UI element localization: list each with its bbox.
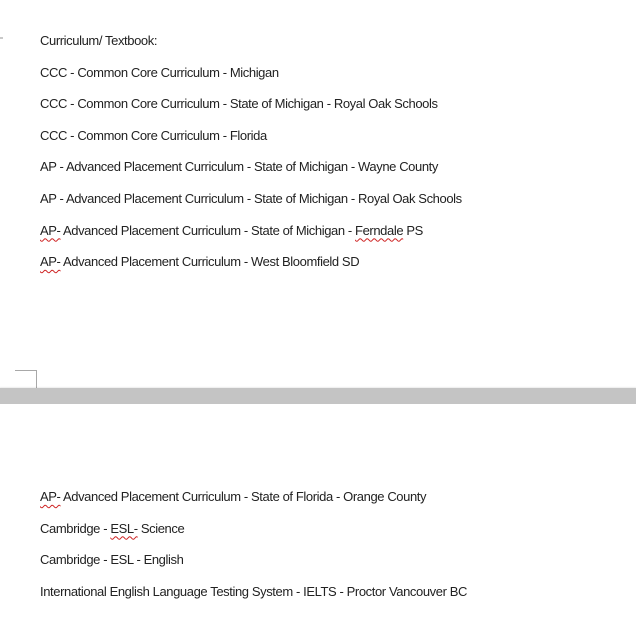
text-run: Science — [137, 520, 185, 536]
paragraph-cambridge-esl-english[interactable] — [40, 553, 636, 567]
page-break-gap — [0, 388, 636, 404]
paragraph-ap-wayne-county[interactable] — [40, 160, 636, 174]
text-run: Curriculum/ Textbook: — [40, 33, 158, 48]
text-run: CCC - Common Core Curriculum - State of Michigan - Royal Oak Schools — [40, 96, 438, 112]
text-run: AP - Advanced Placement Curriculum - State of Michigan - Royal Oak Schools — [40, 190, 462, 206]
page-1-text-area[interactable] — [0, 0, 636, 269]
text-run: Advanced Placement Curriculum - State of Florida - Orange County — [60, 489, 427, 504]
text-boundary-mark-page1-bottom — [15, 370, 37, 389]
paragraph-ccc-florida[interactable] — [40, 129, 636, 143]
paragraph-curriculum-textbook-heading[interactable] — [40, 34, 636, 48]
misspelled-run: AP- — [40, 489, 61, 504]
paragraph-ap-ferndale[interactable] — [40, 224, 636, 238]
paragraph-cambridge-esl-science[interactable] — [40, 522, 636, 536]
text-run: AP - Advanced Placement Curriculum - State of Michigan - Wayne County — [40, 159, 438, 175]
text-run: CCC - Common Core Curriculum - Michigan — [40, 64, 279, 80]
misspelled-run: ESL- — [110, 520, 138, 536]
text-run: Advanced Placement Curriculum - State of Michigan - — [60, 222, 356, 238]
text-run: Advanced Placement Curriculum - West Bloomfield SD — [60, 254, 360, 270]
text-run: International English Language Testing System - IELTS - Proctor Vancouver BC — [40, 583, 468, 599]
paragraph-ccc-michigan[interactable] — [40, 66, 636, 80]
text-run: Cambridge - — [40, 520, 111, 536]
text-run: CCC - Common Core Curriculum - Florida — [40, 127, 267, 143]
paragraph-ccc-royal-oak[interactable] — [40, 97, 636, 111]
misspelled-run: AP- — [40, 254, 61, 270]
text-run: Cambridge - ESL - English — [40, 552, 184, 568]
text-run: PS — [403, 222, 423, 238]
misspelled-run: Ferndale — [355, 222, 404, 238]
page-2-text-area[interactable] — [0, 404, 636, 599]
paragraph-ap-royal-oak[interactable] — [40, 192, 636, 206]
paragraph-ap-orange-county[interactable] — [40, 490, 636, 504]
paragraph-ap-west-bloomfield[interactable] — [40, 255, 636, 269]
page-2 — [0, 404, 636, 628]
left-edge-boundary-fragment — [0, 37, 3, 39]
paragraph-ielts-vancouver[interactable] — [40, 585, 636, 599]
misspelled-run: AP- — [40, 222, 61, 238]
